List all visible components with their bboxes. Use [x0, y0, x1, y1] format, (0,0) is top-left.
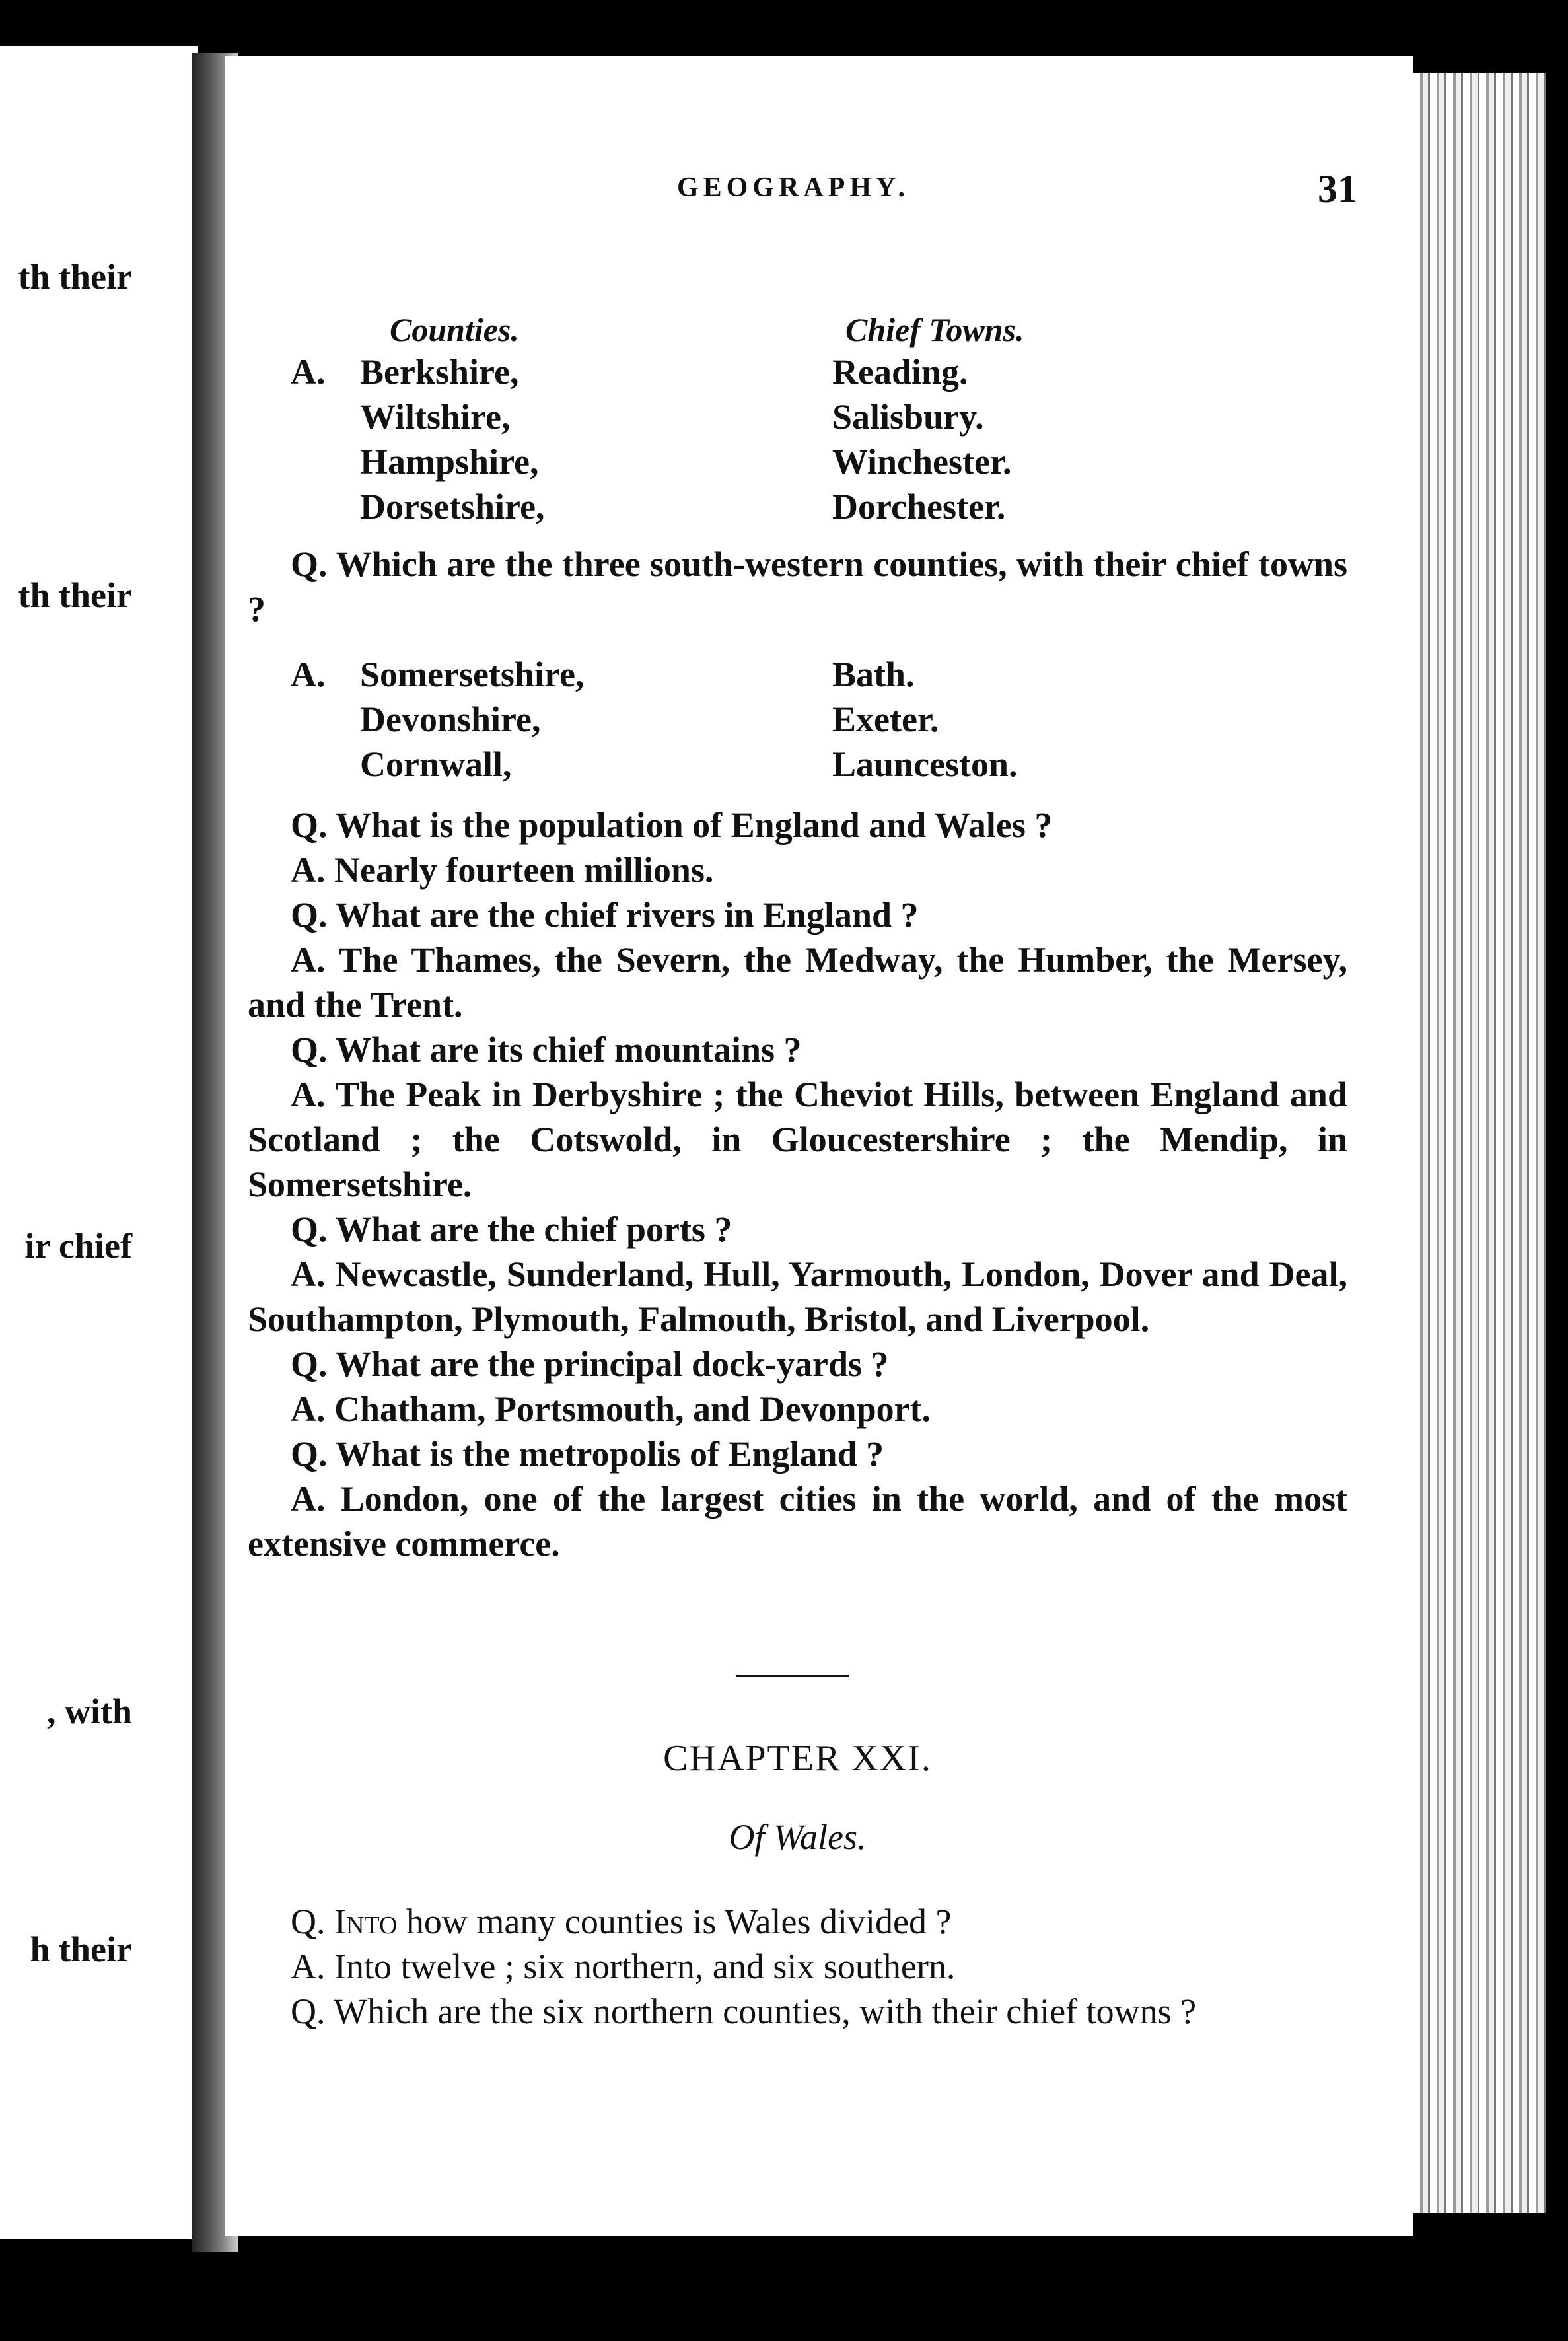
county-cell: Cornwall, [360, 744, 512, 784]
counties-table-1 [248, 310, 1347, 531]
table-row [248, 699, 1347, 744]
header-chief-towns: Chief Towns. [845, 311, 1024, 348]
section-rule [736, 1675, 849, 1677]
qa-block [248, 803, 1347, 1566]
town-cell: Winchester. [832, 442, 1012, 482]
question: Q. What is the metropolis of England ? [291, 1434, 884, 1474]
county-cell: Berkshire, [360, 352, 519, 392]
county-cell: Wiltshire, [360, 397, 511, 437]
answer-label: A. [291, 352, 326, 392]
answer: A. London, one of the largest cities in the world, and of the most extensive commerce. [248, 1479, 1347, 1564]
county-cell: Hampshire, [360, 442, 539, 482]
chapter-heading: CHAPTER XXI. [663, 1738, 932, 1779]
question-prefix: Q. [291, 1902, 326, 1941]
left-page-fragment [0, 46, 198, 2239]
question-rest: how many counties is Wales divided ? [406, 1902, 952, 1941]
town-cell: Dorchester. [832, 487, 1006, 526]
left-page-text: th their [18, 257, 132, 297]
answer-label: A. [291, 655, 326, 694]
town-cell: Launceston. [832, 744, 1018, 784]
town-cell: Salisbury. [832, 397, 984, 437]
page-title: GEOGRAPHY. [677, 172, 909, 203]
question-southwest: Q. Which are the three south-western counties, with their chief towns ? [248, 544, 1347, 629]
chapter-subtitle: Of Wales. [729, 1817, 867, 1857]
town-cell: Bath. [832, 655, 915, 694]
question: Q. What are its chief mountains ? [291, 1030, 802, 1069]
running-head [248, 167, 1357, 218]
page-edges [1413, 73, 1546, 2213]
answer: A. Newcastle, Sunderland, Hull, Yarmouth, London, Dover and Deal, Southampton, Plymouth, Falmouth, Bristol, and Liverpool. [248, 1254, 1347, 1339]
answer: A. Into twelve ; six northern, and six southern. [291, 1947, 956, 1986]
counties-table-2 [248, 654, 1347, 789]
answer: A. The Peak in Derbyshire ; the Cheviot Hills, between England and Scotland ; the Cotswold, in Gloucestershire ; the Mendip, in Somersetshire. [248, 1075, 1347, 1204]
table-header [248, 310, 1347, 351]
page-number: 31 [1318, 167, 1357, 211]
answer: A. The Thames, the Severn, the Medway, the Humber, the Mersey, and the Trent. [248, 940, 1347, 1025]
answer: A. Nearly fourteen millions. [291, 850, 714, 890]
left-page-text: ir chief [24, 1226, 132, 1266]
left-page-text: , with [46, 1692, 132, 1731]
town-cell: Reading. [832, 352, 968, 392]
county-cell: Somersetshire, [360, 655, 585, 694]
wales-qa-block [248, 1899, 1347, 2034]
question: Q. What are the chief rivers in England ? [291, 895, 919, 935]
left-page-text: h their [30, 1929, 132, 1969]
question: Q. What are the principal dock-yards ? [291, 1344, 889, 1384]
question: Q. What is the population of England and Wales ? [291, 805, 1053, 845]
header-counties: Counties. [390, 311, 519, 348]
question [248, 1899, 1347, 1944]
answer: A. Chatham, Portsmouth, and Devonport. [291, 1389, 931, 1429]
table-row [248, 654, 1347, 699]
town-cell: Exeter. [832, 700, 939, 739]
county-cell: Dorsetshire, [360, 487, 545, 526]
county-cell: Devonshire, [360, 700, 541, 739]
table-row [248, 441, 1347, 486]
question: Q. Which are the six northern counties, with their chief towns ? [291, 1992, 1197, 2031]
question: Q. What are the chief ports ? [291, 1209, 732, 1249]
left-page-text: th their [18, 575, 132, 615]
table-row [248, 744, 1347, 789]
table-row [248, 486, 1347, 531]
book-page [225, 56, 1413, 2236]
question-first-word: Into [334, 1902, 398, 1941]
table-row [248, 396, 1347, 441]
table-row [248, 351, 1347, 396]
